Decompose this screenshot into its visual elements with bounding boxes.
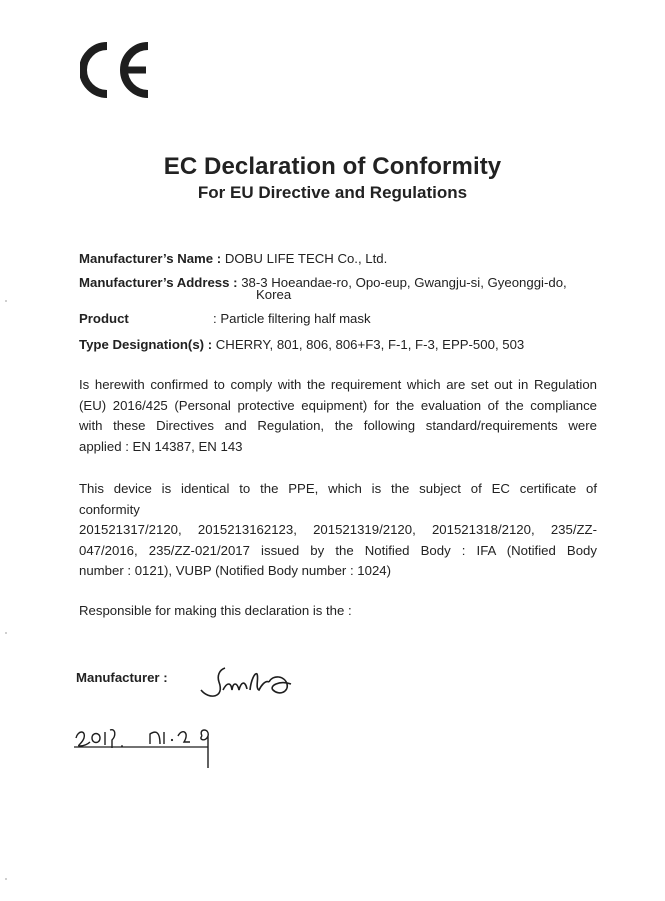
type-designation-row [79, 337, 524, 353]
compliance-line: applied : EN 14387, EN 143 [79, 438, 243, 454]
type-designation-value: CHERRY, 801, 806, 806+F3, F-1, F-3, EPP-500, 503 [215, 337, 525, 352]
manufacturer-address-row [79, 275, 567, 291]
manufacturer-name-label: Manufacturer’s Name : [79, 251, 222, 266]
manufacturer-name-row [79, 251, 387, 267]
document-title: EC Declaration of Conformity [163, 153, 502, 180]
identical-line: conformity [79, 501, 140, 517]
manufacturer-name-value: DOBU LIFE TECH Co., Ltd. [224, 251, 388, 266]
responsible-paragraph: Responsible for making this declaration is the : [79, 603, 352, 618]
compliance-paragraph [79, 375, 597, 457]
identical-line: 201521317/2120, 2015213162123, 201521319/2120, 201521318/2120, 235/ZZ- [79, 522, 597, 537]
handwritten-date [72, 720, 232, 776]
ce-mark-logo [80, 40, 160, 100]
identical-line: This device is identical to the PPE, which is the subject of EC certificate of [79, 481, 597, 496]
handwritten-signature [195, 660, 305, 710]
manufacturer-address-line1: 38-3 Hoeandae-ro, Opo-eup, Gwangju-si, Gyeonggi-do, [241, 275, 567, 290]
type-designation-label: Type Designation(s) : [79, 337, 213, 352]
identical-line: 047/2016, 235/ZZ-021/2017 issued by the Notified Body : IFA (Notified Body [79, 542, 597, 558]
identical-paragraph [79, 479, 597, 582]
document-subtitle: For EU Directive and Regulations [197, 183, 468, 202]
compliance-line: with these Directives and Regulation, the following standard/requirements were [79, 418, 597, 433]
scan-speck [5, 878, 7, 880]
scan-speck [5, 300, 7, 302]
manufacturer-address-label: Manufacturer’s Address : [79, 275, 238, 290]
product-value: : Particle filtering half mask [213, 311, 371, 326]
manufacturer-address-line2: Korea [256, 287, 292, 302]
manufacturer-signature-label: Manufacturer : [76, 670, 168, 685]
compliance-line: (EU) 2016/425 (Personal protective equipment) for the evaluation of the compliance [79, 397, 597, 413]
product-label: Product [79, 311, 129, 326]
product-row [79, 311, 129, 327]
scan-speck [5, 632, 7, 634]
identical-line: number : 0121), VUBP (Notified Body number : 1024) [79, 563, 392, 578]
compliance-line: Is herewith confirmed to comply with the requirement which are set out in Regulation [79, 377, 597, 392]
